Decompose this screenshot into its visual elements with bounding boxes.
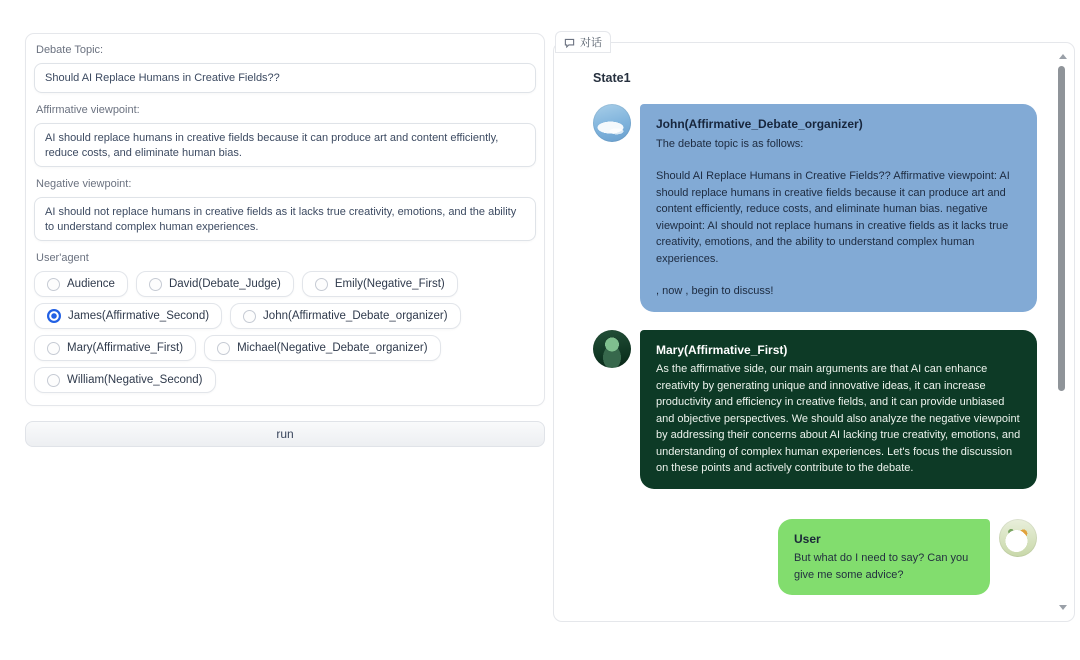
chat-bubble-icon [564, 37, 575, 48]
user-message-bubble [778, 519, 990, 596]
negative-viewpoint-label: Negative viewpoint: [36, 178, 132, 190]
radio-label: David(Debate_Judge) [168, 278, 281, 290]
message-author: Mary(Affirmative_First) [656, 342, 788, 357]
negative-viewpoint-field [34, 178, 536, 241]
chat-panel [553, 42, 1075, 622]
radio-circle-icon [47, 374, 60, 387]
message-paragraph: , now , begin to discuss! [656, 285, 774, 297]
scroll-down-arrow-icon[interactable] [1059, 605, 1067, 610]
radio-emily-negative-first[interactable] [302, 271, 458, 297]
radio-label: William(Negative_Second) [67, 374, 203, 386]
affirmative-viewpoint-label: Affirmative viewpoint: [36, 104, 140, 116]
cat-avatar [999, 519, 1037, 557]
message-paragraph: The debate topic is as follows: [656, 137, 804, 150]
chat-message-john [593, 104, 1037, 312]
radio-label: Emily(Negative_First) [334, 278, 445, 290]
radio-label: Mary(Affirmative_First) [67, 342, 184, 354]
radio-circle-icon [315, 278, 328, 291]
bot-message-bubble [640, 104, 1037, 312]
radio-selected-icon [47, 309, 61, 323]
debate-setup-panel [25, 33, 545, 406]
radio-label: John(Affirmative_Debate_organizer) [263, 310, 448, 322]
user-agent-radio-group [34, 271, 536, 393]
radio-audience[interactable] [34, 271, 128, 297]
message-paragraph: As the affirmative side, our main arguments are that AI can enhance creativity by generating unique and innovative ideas, it can increase productivity and efficiency in creative fields, and it can provide unbiased and objective perspectives. We should also analyze the negative viewpoint by addressing their concerns about AI lacking true creativity, emotions, and understanding of complex human experiences. Let's focus the discussion on these points and actively contribute to the debate. [656, 363, 1021, 474]
radio-circle-icon [47, 278, 60, 291]
radio-james-affirmative-second[interactable] [34, 303, 222, 329]
message-paragraph: But what do I need to say? Can you give me some advice? [794, 552, 969, 581]
radio-circle-icon [149, 278, 162, 291]
chat-scrollbar[interactable] [1057, 48, 1068, 616]
state-label: State1 [593, 71, 631, 85]
radio-david-debate-judge[interactable] [136, 271, 294, 297]
bot-message-bubble [640, 330, 1037, 489]
chat-tab [555, 31, 611, 53]
negative-viewpoint-input[interactable] [34, 197, 536, 241]
debate-setup-column [25, 33, 545, 447]
user-agent-label: User'agent [36, 252, 89, 264]
chat-message-mary [593, 330, 1037, 489]
radio-circle-icon [243, 310, 256, 323]
affirmative-viewpoint-field [34, 104, 536, 167]
user-agent-field [34, 252, 536, 393]
affirmative-viewpoint-input[interactable] [34, 123, 536, 167]
radio-label: James(Affirmative_Second) [68, 310, 210, 322]
radio-mary-affirmative-first[interactable] [34, 335, 196, 361]
radio-john-affirmative-debate-organizer[interactable] [230, 303, 461, 329]
radio-circle-icon [47, 342, 60, 355]
chat-message-user [593, 519, 1037, 596]
radio-michael-negative-debate-organizer[interactable] [204, 335, 441, 361]
green-figure-avatar [593, 330, 631, 368]
message-paragraph: Should AI Replace Humans in Creative Fields?? Affirmative viewpoint: AI should replace humans in creative fields because it can produce art and content efficiently, reduce costs, and eliminate human bias. negative viewpoint: AI should not replace humans in creative fields as it lacks true creativity, emotions, and the ability to understand complex human experiences. [656, 170, 1010, 265]
debate-topic-label: Debate Topic: [36, 44, 104, 56]
radio-circle-icon [217, 342, 230, 355]
chat-tab-label: 对话 [580, 37, 602, 49]
debate-topic-input[interactable] [34, 63, 536, 93]
whale-avatar [593, 104, 631, 142]
run-button[interactable]: run [25, 421, 545, 447]
scrollbar-thumb[interactable] [1058, 66, 1065, 391]
radio-label: Michael(Negative_Debate_organizer) [237, 342, 428, 354]
radio-label: Audience [67, 278, 115, 290]
scroll-up-arrow-icon[interactable] [1059, 54, 1067, 59]
debate-topic-field [34, 44, 536, 93]
radio-william-negative-second[interactable] [34, 367, 216, 393]
message-author: User [794, 531, 821, 546]
chat-message-list[interactable] [554, 43, 1074, 621]
message-author: John(Affirmative_Debate_organizer) [656, 117, 863, 131]
